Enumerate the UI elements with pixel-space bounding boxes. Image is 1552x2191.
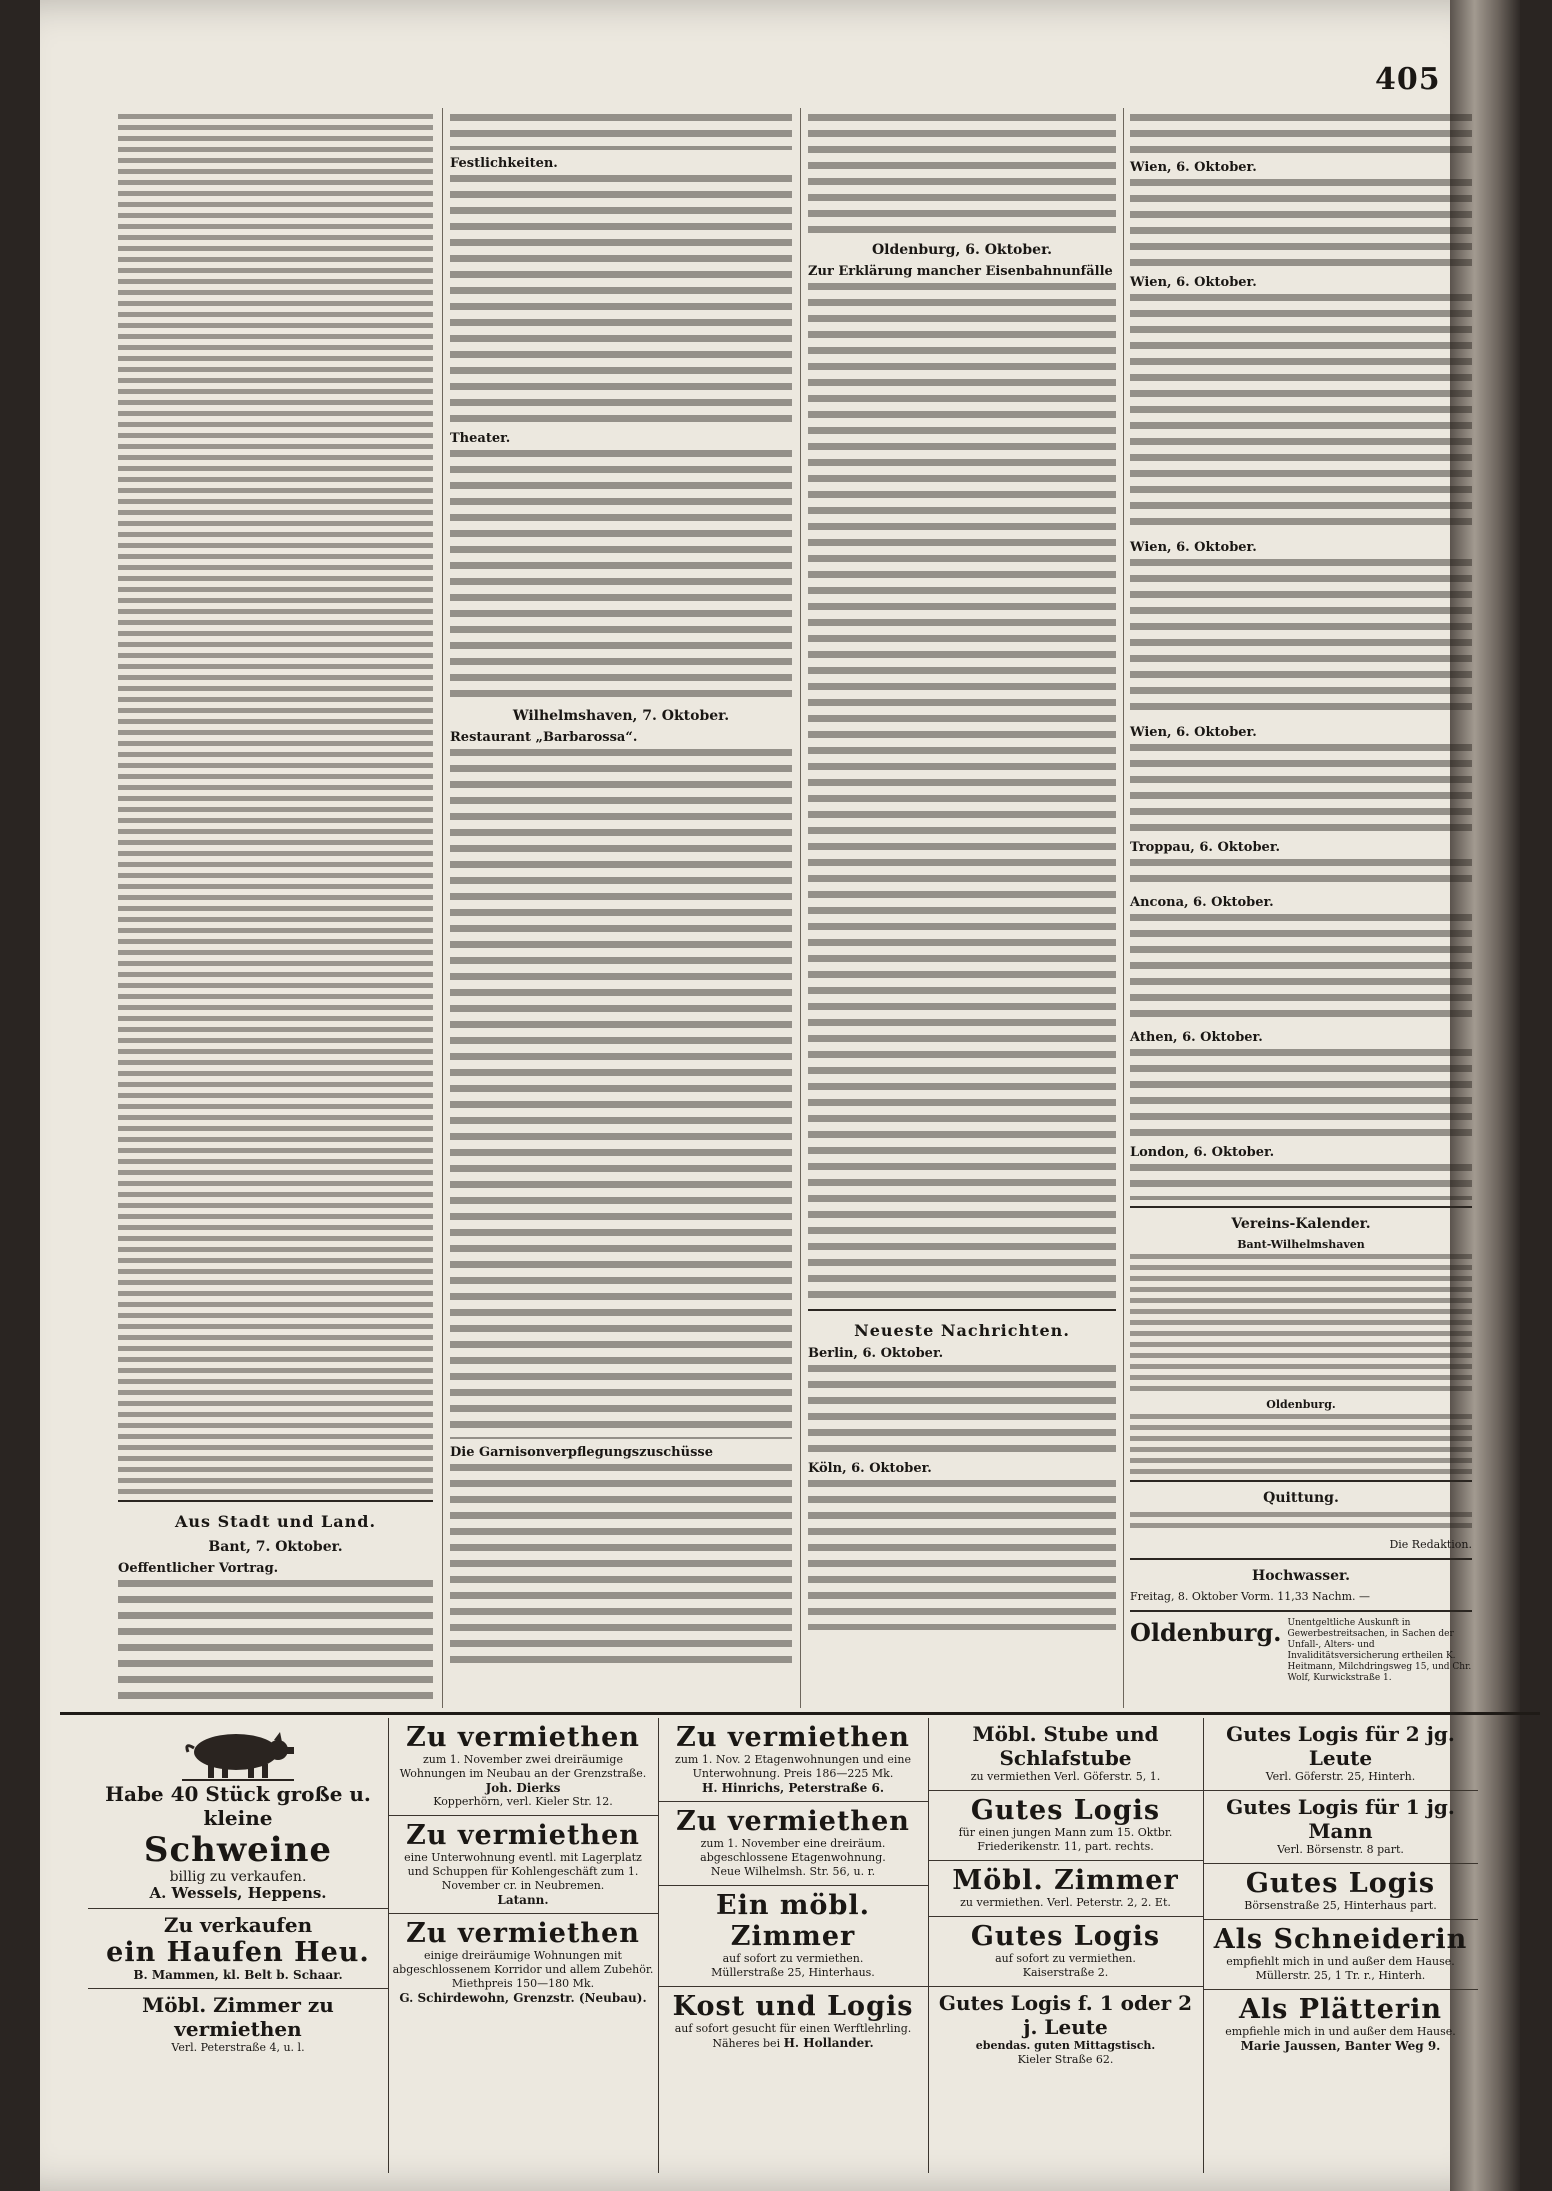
ad-lodging-1-head: Möbl. Stube und Schlafstube xyxy=(972,1722,1159,1770)
quittung-signature: Die Redaktion. xyxy=(1389,1538,1472,1551)
ad-board-text: auf sofort gesucht für einen Werftlehrling. xyxy=(674,2022,912,2035)
ad-rent-2 xyxy=(388,1816,658,1914)
news-dateline: Athen, 6. Oktober. xyxy=(1130,1030,1263,1045)
ad-lodging-3-head: Möbl. Zimmer xyxy=(952,1865,1179,1896)
article-text xyxy=(808,283,1116,1303)
ad-column-d xyxy=(928,1718,1204,2173)
divider xyxy=(1130,1610,1472,1612)
ad-lodging-7-text: Verl. Börsenstr. 8 part. xyxy=(1277,1843,1404,1856)
ad-lodging-8-text: Börsenstraße 25, Hinterhaus part. xyxy=(1244,1899,1437,1912)
news-dateline: Köln, 6. Oktober. xyxy=(808,1461,932,1476)
article-text xyxy=(1130,1164,1472,1200)
paragraph-heading: Zur Erklärung mancher Eisenbahnunfälle xyxy=(808,264,1113,279)
ad-rent-3-text: einige dreiräumige Wohnungen mit abgeschlossenem Korridor und allem Zubehör. Miethpreis 150—180 Mk. xyxy=(392,1949,654,1990)
news-dateline: Wien, 6. Oktober. xyxy=(1130,160,1257,175)
ad-lodging-6-head: Gutes Logis für 2 jg. Leute xyxy=(1226,1722,1455,1770)
ad-lodging-5 xyxy=(928,1987,1203,2073)
ad-lodging-4-text: auf sofort zu vermiethen. xyxy=(995,1952,1136,1965)
hochwasser-text: Freitag, 8. Oktober Vorm. 11,33 Nachm. — xyxy=(1130,1590,1371,1603)
column-2 xyxy=(450,112,792,1668)
ad-column-c xyxy=(658,1718,929,2173)
ad-rent-3-name: G. Schirdewohn, Grenzstr. (Neubau). xyxy=(399,1991,647,2005)
dateline: Oldenburg, 6. Oktober. xyxy=(871,242,1053,258)
ad-lodging-5-head: Gutes Logis f. 1 oder 2 j. Leute xyxy=(938,1991,1193,2039)
news-dateline: London, 6. Oktober. xyxy=(1130,1145,1275,1160)
paragraph-heading: Die Garnisonverpflegungszuschüsse xyxy=(450,1445,713,1460)
ad-lodging-4 xyxy=(928,1917,1203,1987)
ad-rent-1-address: Kopperhörn, verl. Kieler Str. 12. xyxy=(433,1795,613,1808)
ad-room-head: Möbl. Zimmer zu vermiethen xyxy=(142,1993,334,2041)
ad-lodging-8 xyxy=(1203,1864,1478,1920)
ad-room-2 xyxy=(658,1886,928,1987)
article-text xyxy=(118,1580,433,1700)
oldenburg-advert xyxy=(1130,1618,1472,1684)
ad-column-a xyxy=(88,1718,389,2173)
ad-rent-1 xyxy=(388,1718,658,1816)
ad-lodging-5-address: Kieler Straße 62. xyxy=(1017,2053,1114,2066)
ad-rent-1-text: zum 1. November zwei dreiräumige Wohnungen im Neubau an der Grenzstraße. xyxy=(399,1753,647,1780)
ad-column-b xyxy=(388,1718,659,2173)
ad-seamstress xyxy=(1203,1920,1478,1990)
ad-rent-5-text: zum 1. November eine dreiräum. abgeschlossene Etagenwohnung. xyxy=(700,1837,886,1864)
advertisement-section xyxy=(88,1718,1478,2173)
ad-room-2-text: auf sofort zu vermiethen. xyxy=(722,1952,864,1965)
ad-rent-3 xyxy=(388,1914,658,2011)
paragraph-heading: Festlichkeiten. xyxy=(450,156,558,171)
ad-lodging-2-head: Gutes Logis xyxy=(970,1795,1161,1826)
ad-ironer xyxy=(1203,1990,1478,2059)
ad-lodging-7-head: Gutes Logis für 1 jg. Mann xyxy=(1226,1795,1455,1843)
column-1 xyxy=(118,112,433,1704)
calendar-entries xyxy=(1130,1414,1472,1474)
news-dateline: Berlin, 6. Oktober. xyxy=(808,1346,944,1361)
ad-hay-name: B. Mammen, kl. Belt b. Schaar. xyxy=(133,1968,343,1982)
ad-lodging-2-text: für einen jungen Mann zum 15. Oktbr. xyxy=(958,1826,1173,1839)
ad-lodging-5-text: ebendas. guten Mittagstisch. xyxy=(975,2039,1156,2052)
news-dateline: Wien, 6. Oktober. xyxy=(1130,275,1257,290)
article-text xyxy=(1130,859,1472,889)
calendar-subheading: Bant-Wilhelmshaven xyxy=(1237,1238,1365,1251)
ad-room xyxy=(88,1989,388,2061)
article-text xyxy=(450,175,792,425)
ad-rent-4-text: zum 1. Nov. 2 Etagenwohnungen und eine Unterwohnung. Preis 186—225 Mk. xyxy=(675,1753,911,1780)
parliament-report-text xyxy=(118,114,433,1494)
ad-lodging-6-text: Verl. Göferstr. 25, Hinterh. xyxy=(1265,1770,1416,1783)
column-rule xyxy=(800,108,801,1708)
ad-pigs-line3: billig zu verkaufen. xyxy=(169,1869,307,1885)
ad-rent-4-head: Zu vermiethen xyxy=(676,1722,910,1753)
ad-rent-4 xyxy=(658,1718,928,1802)
ad-ironer-name: Marie Jaussen, Banter Weg 9. xyxy=(1240,2039,1441,2053)
advert-rule xyxy=(60,1712,1540,1715)
divider xyxy=(118,1500,433,1502)
column-4 xyxy=(1130,112,1472,1684)
article-text xyxy=(808,1365,1116,1455)
pig-icon xyxy=(178,1724,298,1782)
column-rule xyxy=(442,108,443,1708)
column-rule xyxy=(1123,108,1124,1708)
news-dateline: Wien, 6. Oktober. xyxy=(1130,540,1257,555)
ad-board-head: Kost und Logis xyxy=(672,1991,914,2022)
article-text xyxy=(808,1480,1116,1630)
ad-ironer-text: empfiehle mich in und außer dem Hause. xyxy=(1225,2025,1456,2038)
article-text xyxy=(450,749,792,1439)
ad-seamstress-address: Müllerstr. 25, 1 Tr. r., Hinterh. xyxy=(1255,1969,1426,1982)
ad-pigs xyxy=(88,1718,388,1909)
ad-lodging-3-text: zu vermiethen. Verl. Peterstr. 2, 2. Et. xyxy=(960,1896,1171,1909)
dateline: Wilhelmshaven, 7. Oktober. xyxy=(512,708,730,724)
section-heading: Aus Stadt und Land. xyxy=(174,1512,377,1531)
ad-lodging-3 xyxy=(928,1861,1203,1917)
quittung-title: Quittung. xyxy=(1263,1490,1339,1506)
ad-board xyxy=(658,1987,928,2057)
ad-pigs-line1: Habe 40 Stück große u. kleine xyxy=(105,1782,371,1830)
ad-board-ref: Näheres bei xyxy=(712,2037,781,2050)
ad-rent-5-head: Zu vermiethen xyxy=(676,1806,910,1837)
ad-ironer-head: Als Plätterin xyxy=(1238,1994,1443,2025)
ad-lodging-2 xyxy=(928,1791,1203,1861)
ad-rent-2-head: Zu vermiethen xyxy=(406,1820,640,1851)
divider xyxy=(808,1309,1116,1311)
calendar-entries xyxy=(1130,1254,1472,1394)
ad-lodging-1 xyxy=(928,1718,1203,1791)
ad-rent-5-address: Neue Wilhelmsh. Str. 56, u. r. xyxy=(710,1865,876,1878)
section-heading: Neueste Nachrichten. xyxy=(854,1321,1070,1340)
ad-rent-2-text: eine Unterwohnung eventl. mit Lagerplatz und Schuppen für Kohlengeschäft zum 1. November cr. in Neubremen. xyxy=(404,1851,642,1892)
ad-lodging-4-address: Kaiserstraße 2. xyxy=(1022,1966,1109,1979)
article-text xyxy=(1130,914,1472,1024)
ad-rent-1-name: Joh. Dierks xyxy=(485,1781,561,1795)
article-text xyxy=(450,1464,792,1664)
oldenburg-advert-text: Unentgeltliche Auskunft in Gewerbestreitsachen, in Sachen der Unfall-, Alters- und Invaliditätsversicherung ertheilen K. Heitmann, Milchdringsweg 15, und Chr. Wolf, Kurwickstraße 1. xyxy=(1287,1618,1472,1683)
ad-hay-head: Zu verkaufen xyxy=(163,1913,313,1937)
article-text xyxy=(808,114,1116,234)
ad-column-e xyxy=(1203,1718,1478,2173)
ad-lodging-6 xyxy=(1203,1718,1478,1791)
ad-rent-1-head: Zu vermiethen xyxy=(406,1722,640,1753)
ad-rent-5 xyxy=(658,1802,928,1886)
ad-hay-body: ein Haufen Heu. xyxy=(106,1937,370,1968)
ad-lodging-4-head: Gutes Logis xyxy=(970,1921,1161,1952)
paragraph-heading: Restaurant „Barbarossa“. xyxy=(450,730,638,745)
ad-seamstress-head: Als Schneiderin xyxy=(1213,1924,1468,1955)
article-text xyxy=(1130,744,1472,834)
page-number: 405 xyxy=(1375,62,1441,97)
ad-lodging-2-address: Friederikenstr. 11, part. rechts. xyxy=(977,1840,1154,1853)
ad-board-name: H. Hollander. xyxy=(783,2036,874,2050)
calendar-subheading: Oldenburg. xyxy=(1266,1398,1336,1411)
column-3 xyxy=(808,112,1116,1634)
ad-lodging-7 xyxy=(1203,1791,1478,1864)
quittung-text xyxy=(1130,1512,1472,1534)
ad-rent-4-name: H. Hinrichs, Peterstraße 6. xyxy=(701,1781,885,1795)
paragraph-heading: Oeffentlicher Vortrag. xyxy=(118,1561,279,1576)
ad-pigs-line2: Schweine xyxy=(143,1830,333,1870)
ad-rent-3-head: Zu vermiethen xyxy=(406,1918,640,1949)
article-text xyxy=(1130,114,1472,154)
paragraph-heading: Theater. xyxy=(450,431,511,446)
divider xyxy=(1130,1206,1472,1208)
ad-rent-2-name: Latann. xyxy=(497,1893,549,1907)
article-text xyxy=(1130,559,1472,719)
ad-room-text: Verl. Peterstraße 4, u. l. xyxy=(171,2041,305,2054)
divider xyxy=(1130,1558,1472,1560)
ad-hay xyxy=(88,1909,388,1989)
ad-room-2-head: Ein möbl. Zimmer xyxy=(716,1890,870,1952)
ad-lodging-1-text: zu vermiethen Verl. Göferstr. 5, 1. xyxy=(970,1770,1161,1783)
hochwasser-title: Hochwasser. xyxy=(1251,1568,1351,1584)
dateline: Bant, 7. Oktober. xyxy=(208,1539,343,1555)
article-text xyxy=(450,450,792,700)
ad-room-2-address: Müllerstraße 25, Hinterhaus. xyxy=(711,1966,875,1979)
divider xyxy=(1130,1480,1472,1482)
article-text xyxy=(1130,179,1472,269)
ad-board-contact xyxy=(662,2036,924,2051)
news-dateline: Wien, 6. Oktober. xyxy=(1130,725,1257,740)
ad-pigs-name: A. Wessels, Heppens. xyxy=(149,1884,327,1902)
ad-seamstress-text: empfiehlt mich in und außer dem Hause. xyxy=(1226,1955,1455,1968)
news-dateline: Troppau, 6. Oktober. xyxy=(1130,840,1281,855)
oldenburg-advert-title: Oldenburg. xyxy=(1130,1618,1282,1647)
article-text xyxy=(1130,1049,1472,1139)
article-text xyxy=(1130,294,1472,534)
article-text xyxy=(450,114,792,150)
news-dateline: Ancona, 6. Oktober. xyxy=(1130,895,1274,910)
ad-lodging-8-head: Gutes Logis xyxy=(1245,1868,1436,1899)
calendar-title: Vereins-Kalender. xyxy=(1231,1216,1371,1232)
